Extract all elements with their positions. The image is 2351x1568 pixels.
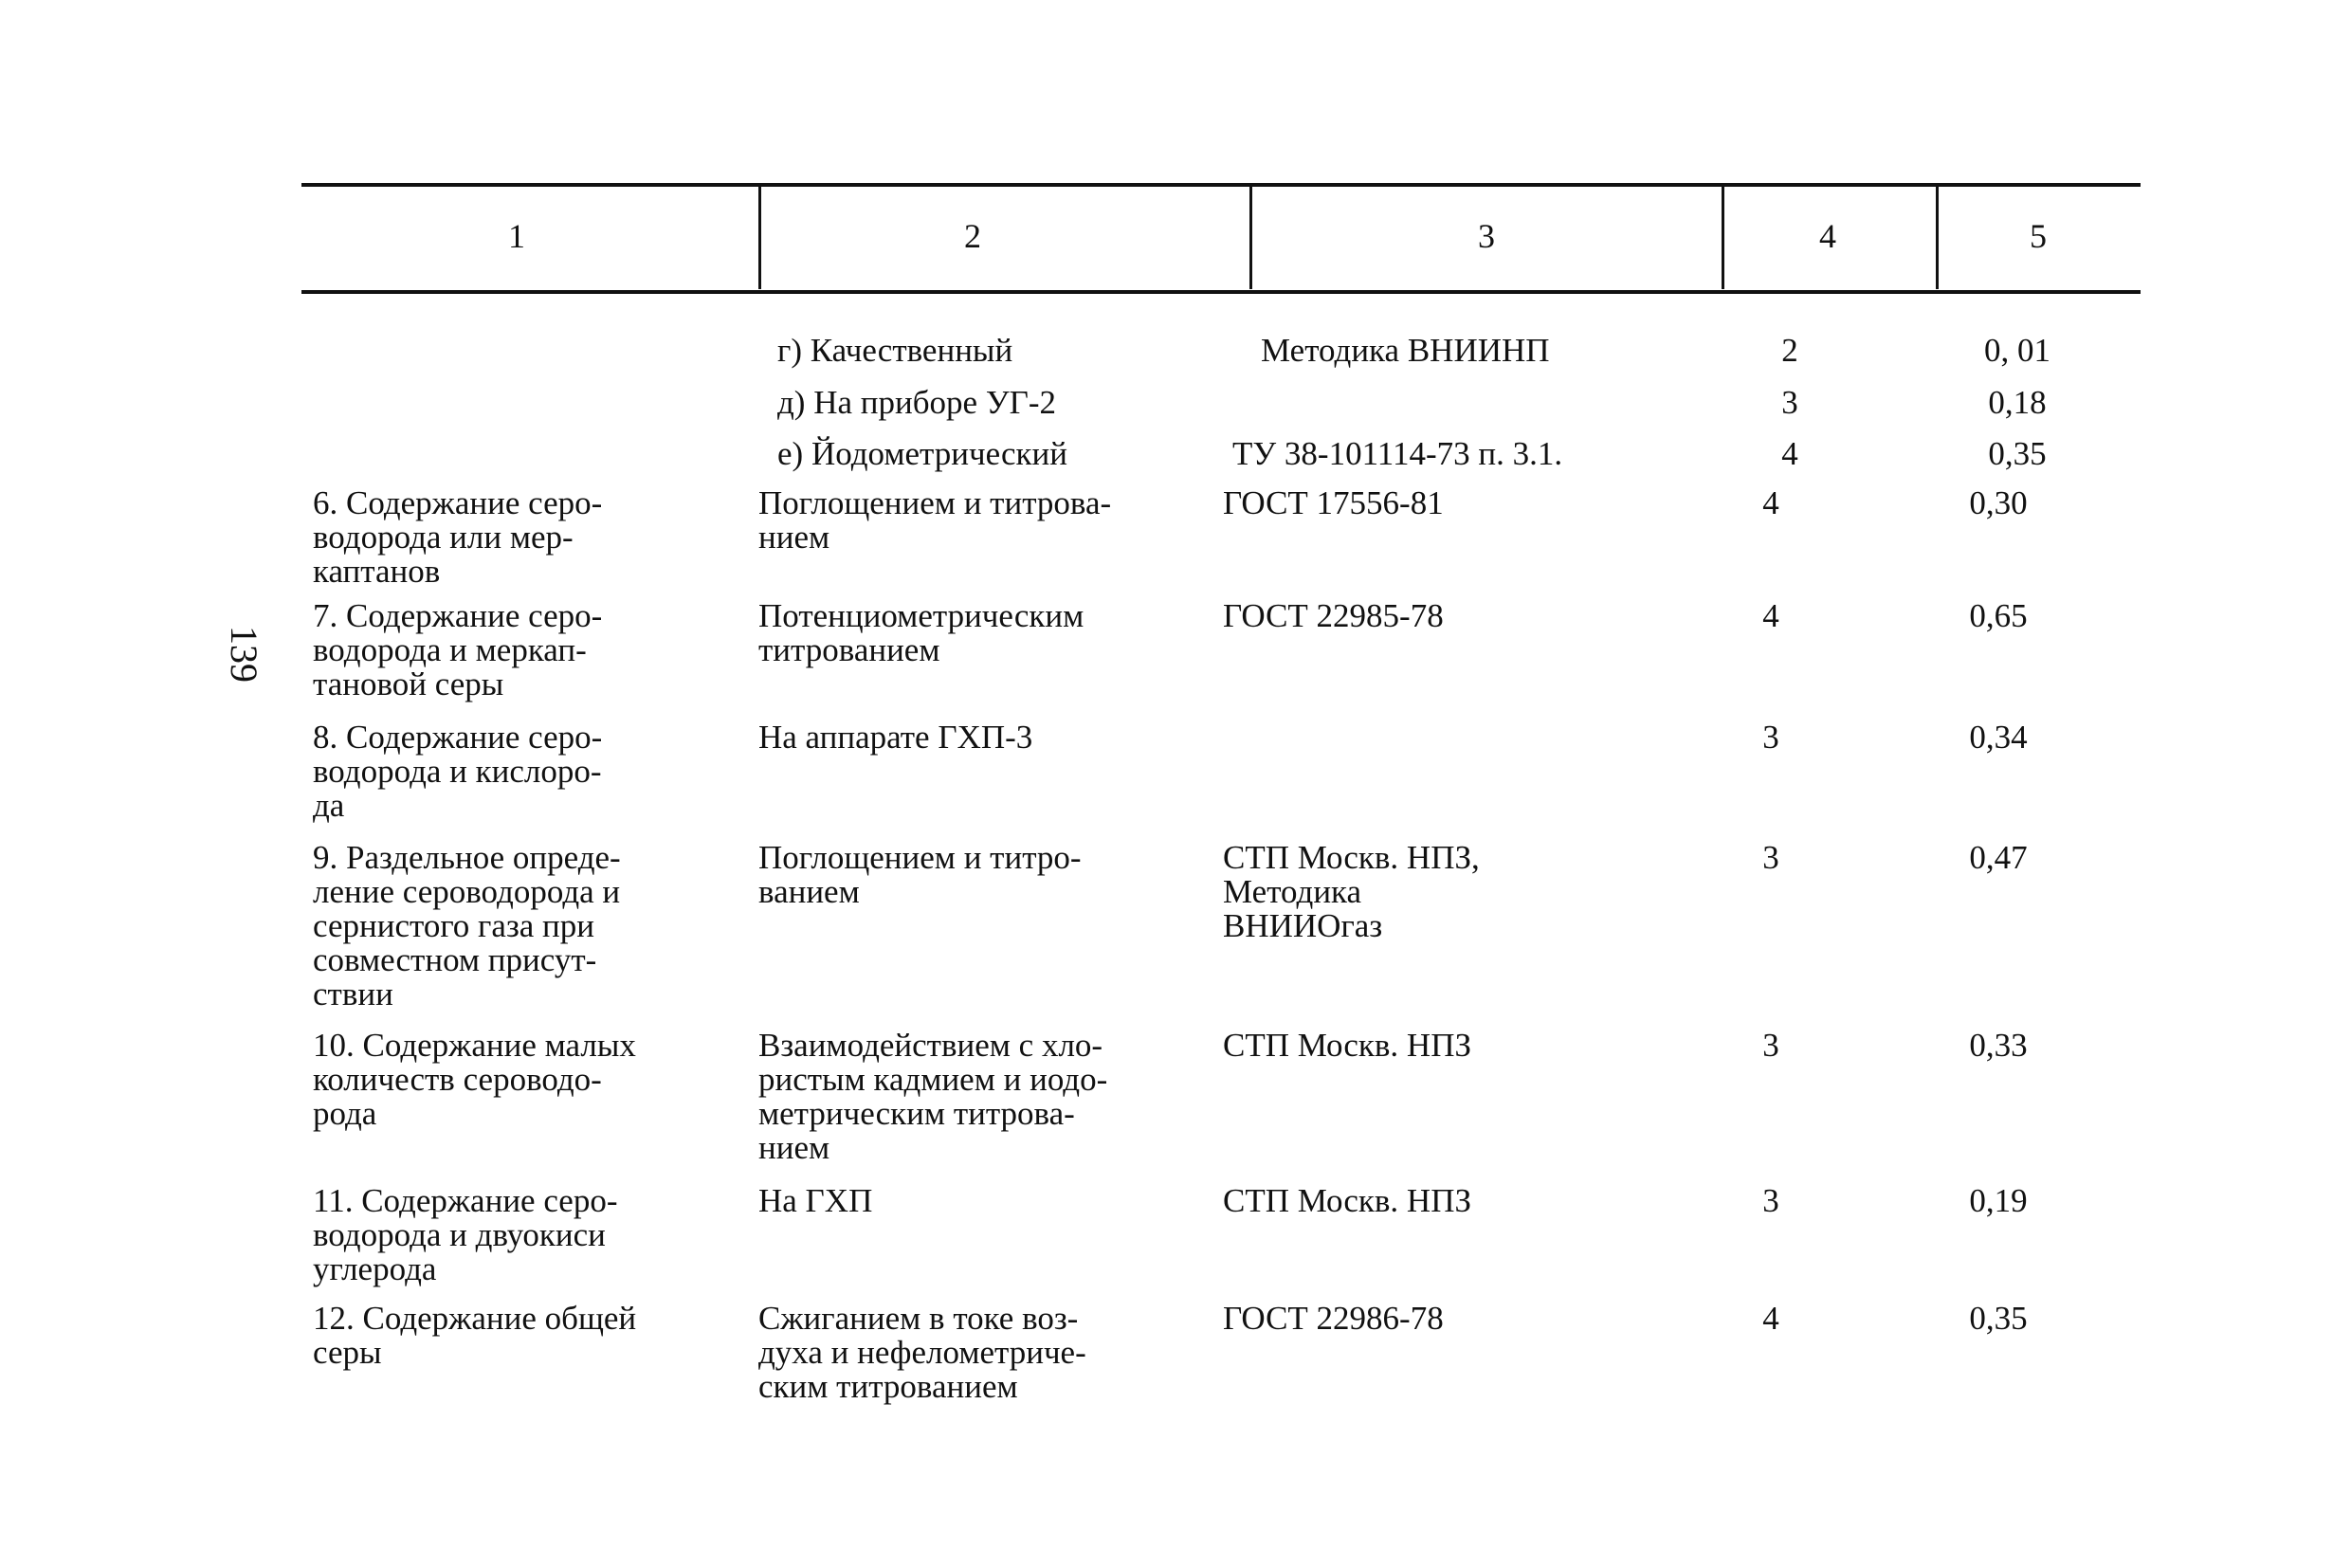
- standard-cell: ГОСТ 17556-81: [1223, 484, 1444, 521]
- col4-cell: 2: [1781, 332, 1798, 369]
- indicator-cell: 10. Содержание малых количеств сероводо- рода: [313, 1027, 636, 1132]
- table-header-bottom-rule: [301, 290, 2141, 294]
- col4-cell: 3: [1781, 384, 1798, 421]
- col4-cell: 3: [1762, 719, 1779, 756]
- standard-cell: СТП Москв. НПЗ: [1223, 1182, 1472, 1219]
- method-cell: г) Качественный: [777, 332, 1013, 369]
- standard-cell: Методика ВНИИНП: [1261, 332, 1550, 369]
- col4-cell: 3: [1762, 839, 1779, 876]
- method-cell: На аппарате ГХП-3: [758, 719, 1033, 756]
- indicator-cell: 7. Содержание серо- водорода и меркап- тановой серы: [313, 597, 603, 702]
- header-divider-4: [1936, 187, 1939, 289]
- col4-cell: 4: [1762, 484, 1779, 521]
- indicator-cell: 8. Содержание серо- водорода и кислоро- да: [313, 719, 603, 824]
- indicator-cell: 9. Раздельное опреде- ление сероводорода и сернистого газа при совместном присут- ствии: [313, 839, 621, 1012]
- method-cell: На ГХП: [758, 1182, 873, 1219]
- indicator-cell: 12. Содержание общей серы: [313, 1300, 637, 1371]
- column-header-5: 5: [2030, 217, 2047, 255]
- header-divider-1: [758, 187, 761, 289]
- method-cell: Потенциометрическим титрованием: [758, 597, 1084, 668]
- col4-cell: 3: [1762, 1027, 1779, 1064]
- standard-cell: ТУ 38-101114-73 п. 3.1.: [1232, 435, 1563, 472]
- col4-cell: 4: [1762, 1300, 1779, 1337]
- indicator-cell: 6. Содержание серо- водорода или мер- каптанов: [313, 484, 603, 590]
- col5-cell: 0,19: [1969, 1182, 2028, 1219]
- col5-cell: 0,34: [1969, 719, 2028, 756]
- col4-cell: 4: [1781, 435, 1798, 472]
- col5-cell: 0,18: [1988, 384, 2047, 421]
- method-cell: Поглощением и титро- ванием: [758, 839, 1082, 910]
- col5-cell: 0,47: [1969, 839, 2028, 876]
- col5-cell: 0, 01: [1984, 332, 2050, 369]
- standard-cell: ГОСТ 22985-78: [1223, 597, 1444, 634]
- col5-cell: 0,35: [1969, 1300, 2028, 1337]
- standard-cell: СТП Москв. НПЗ: [1223, 1027, 1472, 1064]
- standard-cell: ГОСТ 22986-78: [1223, 1300, 1444, 1337]
- method-cell: д) На приборе УГ-2: [777, 384, 1056, 421]
- table-top-rule: [301, 183, 2141, 187]
- column-header-1: 1: [508, 217, 525, 255]
- method-cell: Взаимодействием с хло- ристым кадмием и иодо- метрическим титрова- нием: [758, 1027, 1108, 1166]
- col4-cell: 3: [1762, 1182, 1779, 1219]
- header-divider-3: [1722, 187, 1724, 289]
- header-divider-2: [1249, 187, 1252, 289]
- method-cell: Сжиганием в токе воз- духа и нефелометриче- ским титрованием: [758, 1300, 1086, 1405]
- indicator-cell: 11. Содержание серо- водорода и двуокиси углерода: [313, 1182, 618, 1287]
- col5-cell: 0,35: [1988, 435, 2047, 472]
- method-cell: Поглощением и титрова- нием: [758, 484, 1112, 556]
- col5-cell: 0,30: [1969, 484, 2028, 521]
- page-number: 139: [223, 626, 265, 683]
- col5-cell: 0,33: [1969, 1027, 2028, 1064]
- column-header-3: 3: [1478, 217, 1495, 255]
- method-cell: е) Йодометрический: [777, 435, 1067, 472]
- column-header-2: 2: [964, 217, 981, 255]
- column-header-4: 4: [1819, 217, 1836, 255]
- col5-cell: 0,65: [1969, 597, 2028, 634]
- standard-cell: СТП Москв. НПЗ, Методика ВНИИОгаз: [1223, 839, 1480, 944]
- col4-cell: 4: [1762, 597, 1779, 634]
